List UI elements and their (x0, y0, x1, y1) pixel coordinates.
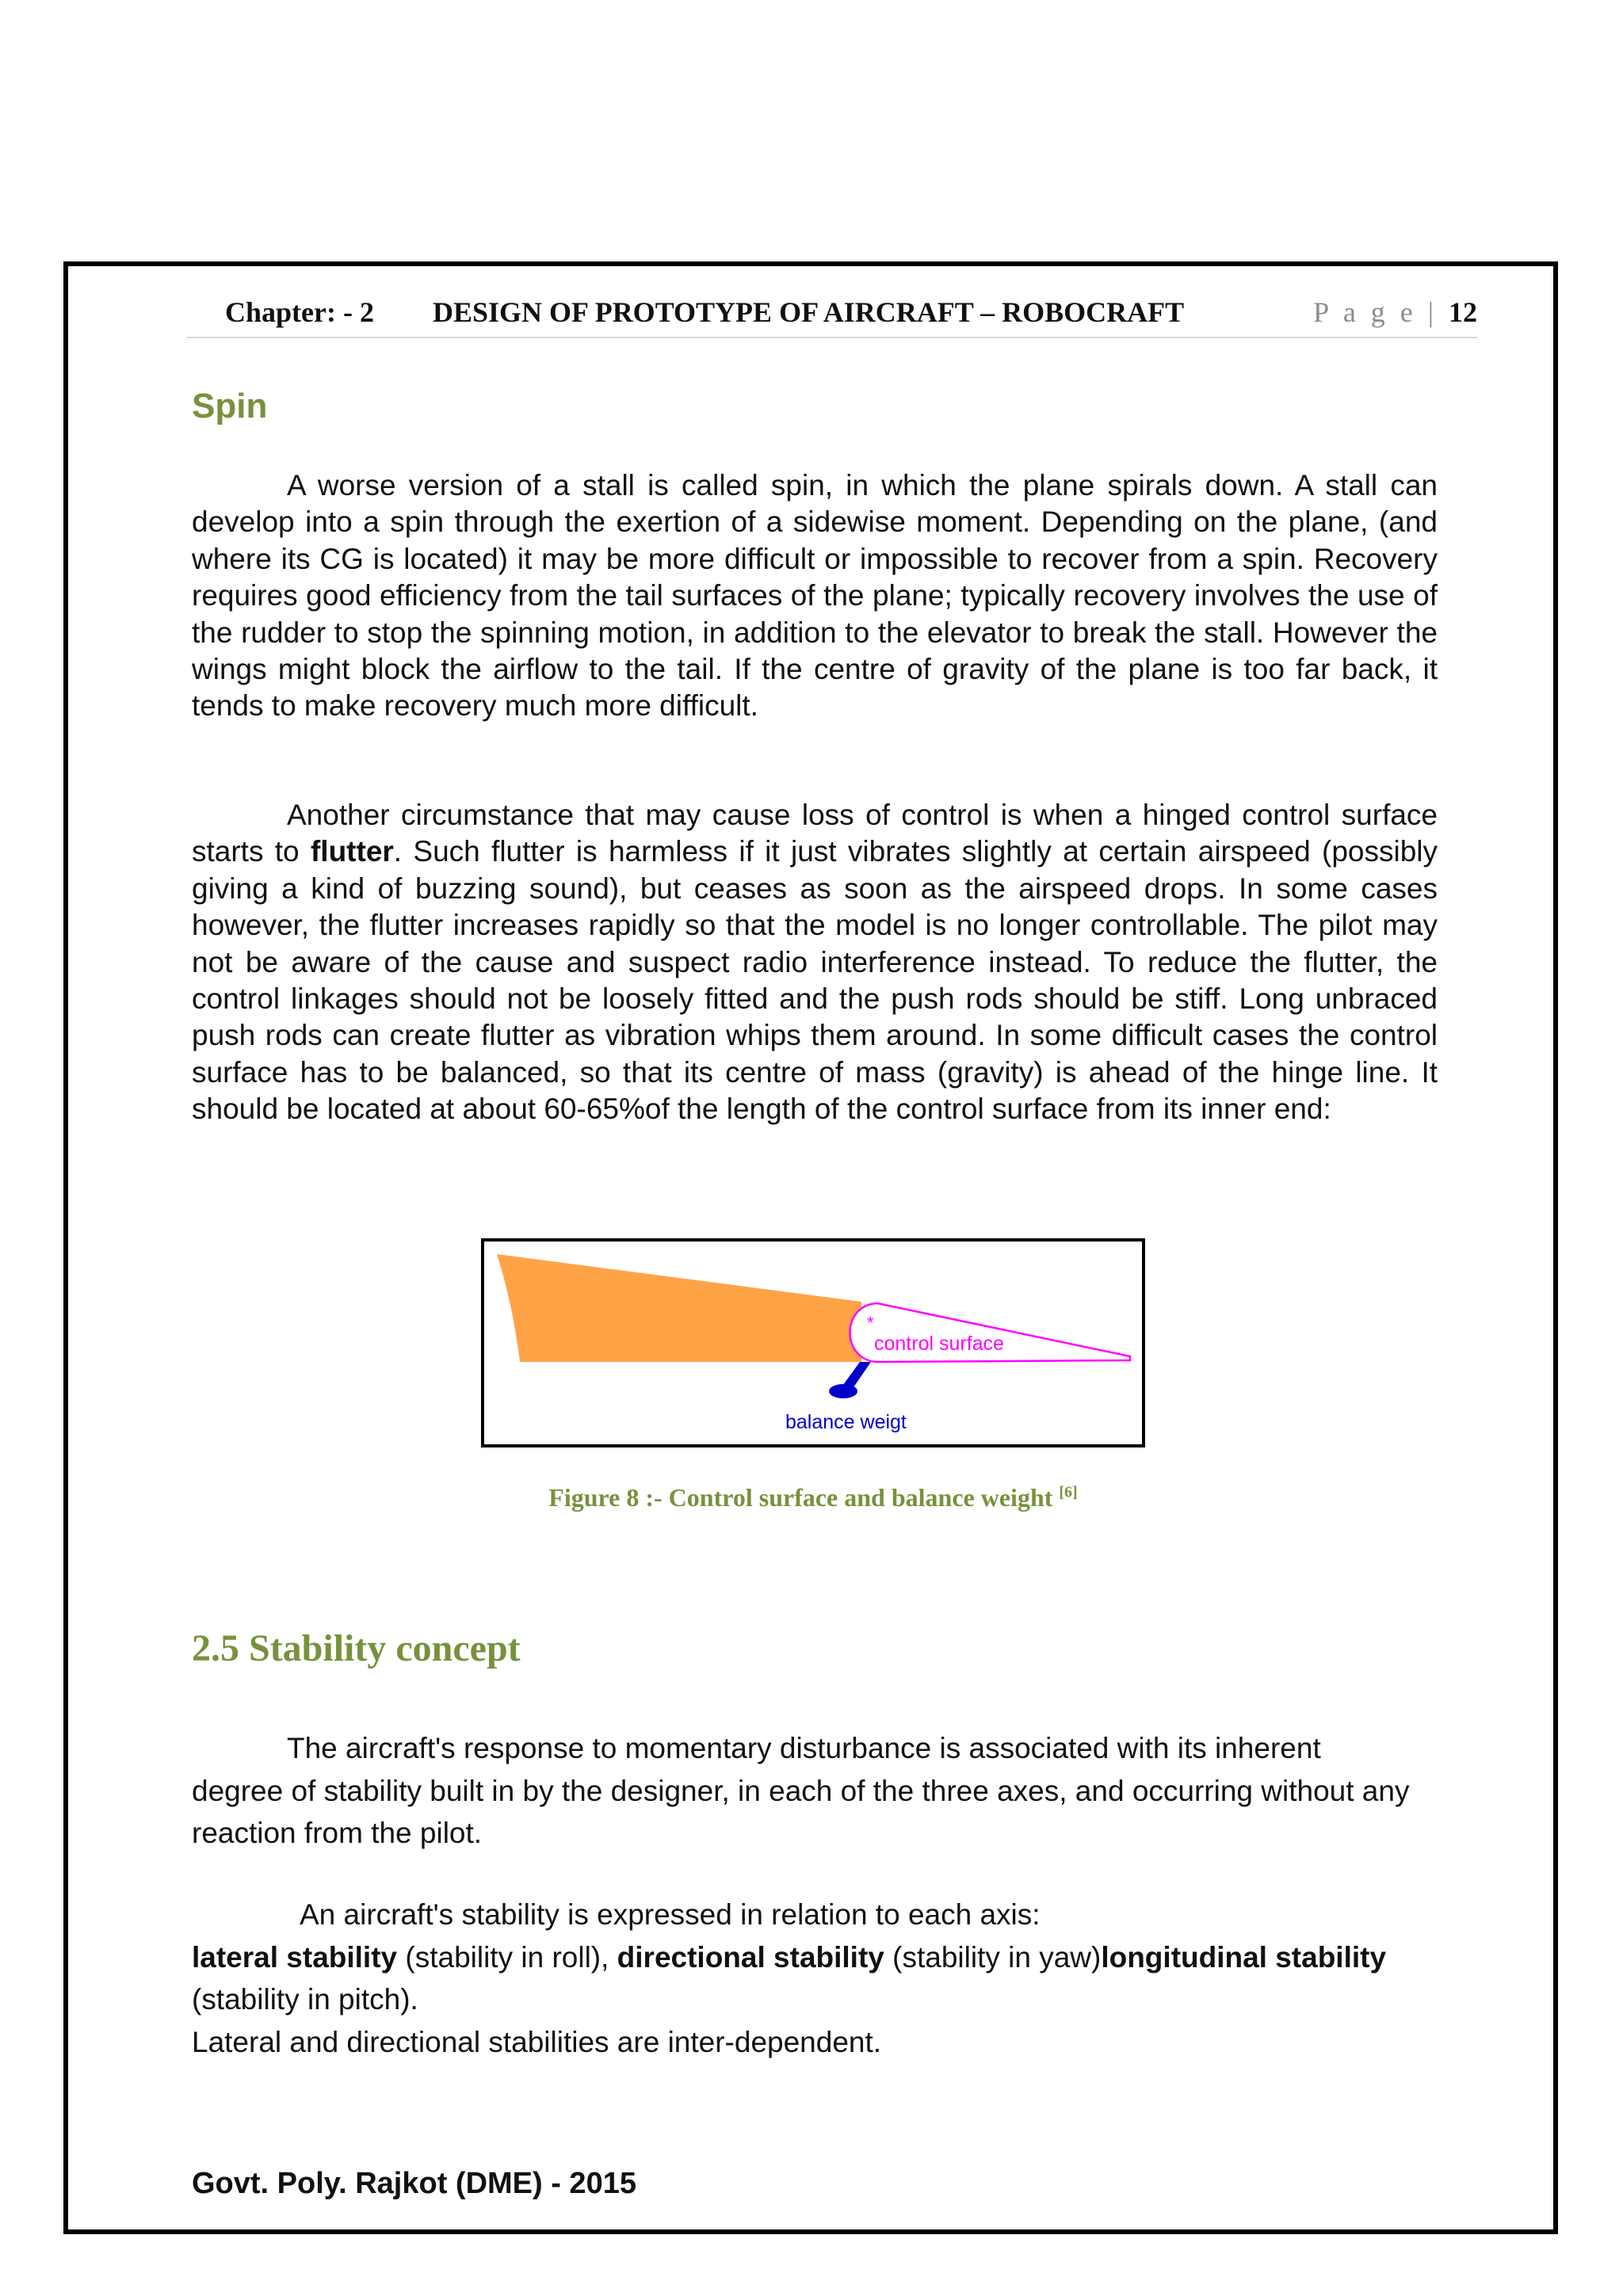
stability-intro: An aircraft's stability is expressed in relation to each axis: (300, 1898, 1041, 1931)
wing-shape (497, 1254, 861, 1362)
longitudinal-desc: (stability in pitch). (192, 1983, 418, 2016)
page-footer: Govt. Poly. Rajkot (DME) - 2015 (192, 2167, 636, 2200)
term-directional-stability: directional stability (617, 1940, 884, 1974)
heading-spin: Spin (192, 387, 268, 425)
page-label: P a g e | (1313, 296, 1438, 328)
page-number: 12 (1449, 296, 1477, 328)
stability-paragraph-2 (192, 1894, 1419, 2063)
lateral-desc: (stability in roll), (397, 1940, 617, 1974)
label-control-surface: control surface (874, 1333, 1004, 1355)
stability-paragraph-1: The aircraft's response to momentary disturbance is associated with its inherent degree of stability built in by the designer, in each of the three axes, and occurring without any reaction from the pilot. (192, 1732, 1410, 1849)
flutter-text-after: . Such flutter is harmless if it just vibrates slightly at certain airspeed (possibly giving a kind of buzzing sound), but ceases as soon as the airspeed drops. In some cases however, the flutter increases rapidly so that the model is no longer controllable. The pilot may not be aware of the cause and suspect radio interference instead. To reduce the flutter, the control linkages should not be loosely fitted and the push rods should be stiff. Long unbraced push rods can create flutter as vibration whips them around. In some difficult cases the control surface has to be balanced, so that its centre of mass (gravity) is ahead of the hinge line. It should be located at about 60-65%of the length of the control surface from its inner end: (192, 835, 1438, 1126)
term-longitudinal-stability: longitudinal stability (1101, 1940, 1387, 1974)
figure-caption-text: Figure 8 :- Control surface and balance weight (548, 1483, 1053, 1512)
label-balance-weight: balance weigt (785, 1411, 907, 1433)
page-header (187, 289, 1477, 338)
cg-marker: * (867, 1313, 874, 1333)
spin-paragraph-1: A worse version of a stall is called spin, in which the plane spirals down. A stall can develop into a spin through the exertion of a sidewise moment. Depending on the plane, (and where its CG is located) it may be more difficult or impossible to recover from a spin. Recovery requires good efficiency from the tail surfaces of the plane; typically recovery involves the use of the rudder to stop the spinning motion, in addition to the elevator to break the stall. However the wings might block the airflow to the tail. If the centre of gravity of the plane is too far back, it tends to make recovery much more difficult. (192, 469, 1438, 723)
term-lateral-stability: lateral stability (192, 1940, 398, 1974)
flutter-term: flutter (310, 835, 394, 868)
spin-paragraph-2 (192, 797, 1438, 1128)
figure-control-surface (481, 1238, 1145, 1447)
chapter-label: Chapter: - 2 (225, 296, 374, 328)
figure-caption-ref: [6] (1059, 1483, 1078, 1501)
directional-desc: (stability in yaw) (884, 1940, 1102, 1974)
figure-caption (482, 1483, 1144, 1512)
stability-closing: Lateral and directional stabilities are inter-dependent. (192, 2025, 882, 2058)
flutter-text-before: Another circumstance that may cause loss of control is when a hinged control surface starts to (192, 799, 1438, 868)
balance-weight-shape (829, 1384, 857, 1398)
control-surface-diagram (484, 1241, 1142, 1444)
heading-stability-concept: 2.5 Stability concept (192, 1627, 521, 1669)
page-indicator (1313, 296, 1477, 329)
chapter-title: DESIGN OF PROTOTYPE OF AIRCRAFT – ROBOCRAFT (433, 296, 1185, 328)
